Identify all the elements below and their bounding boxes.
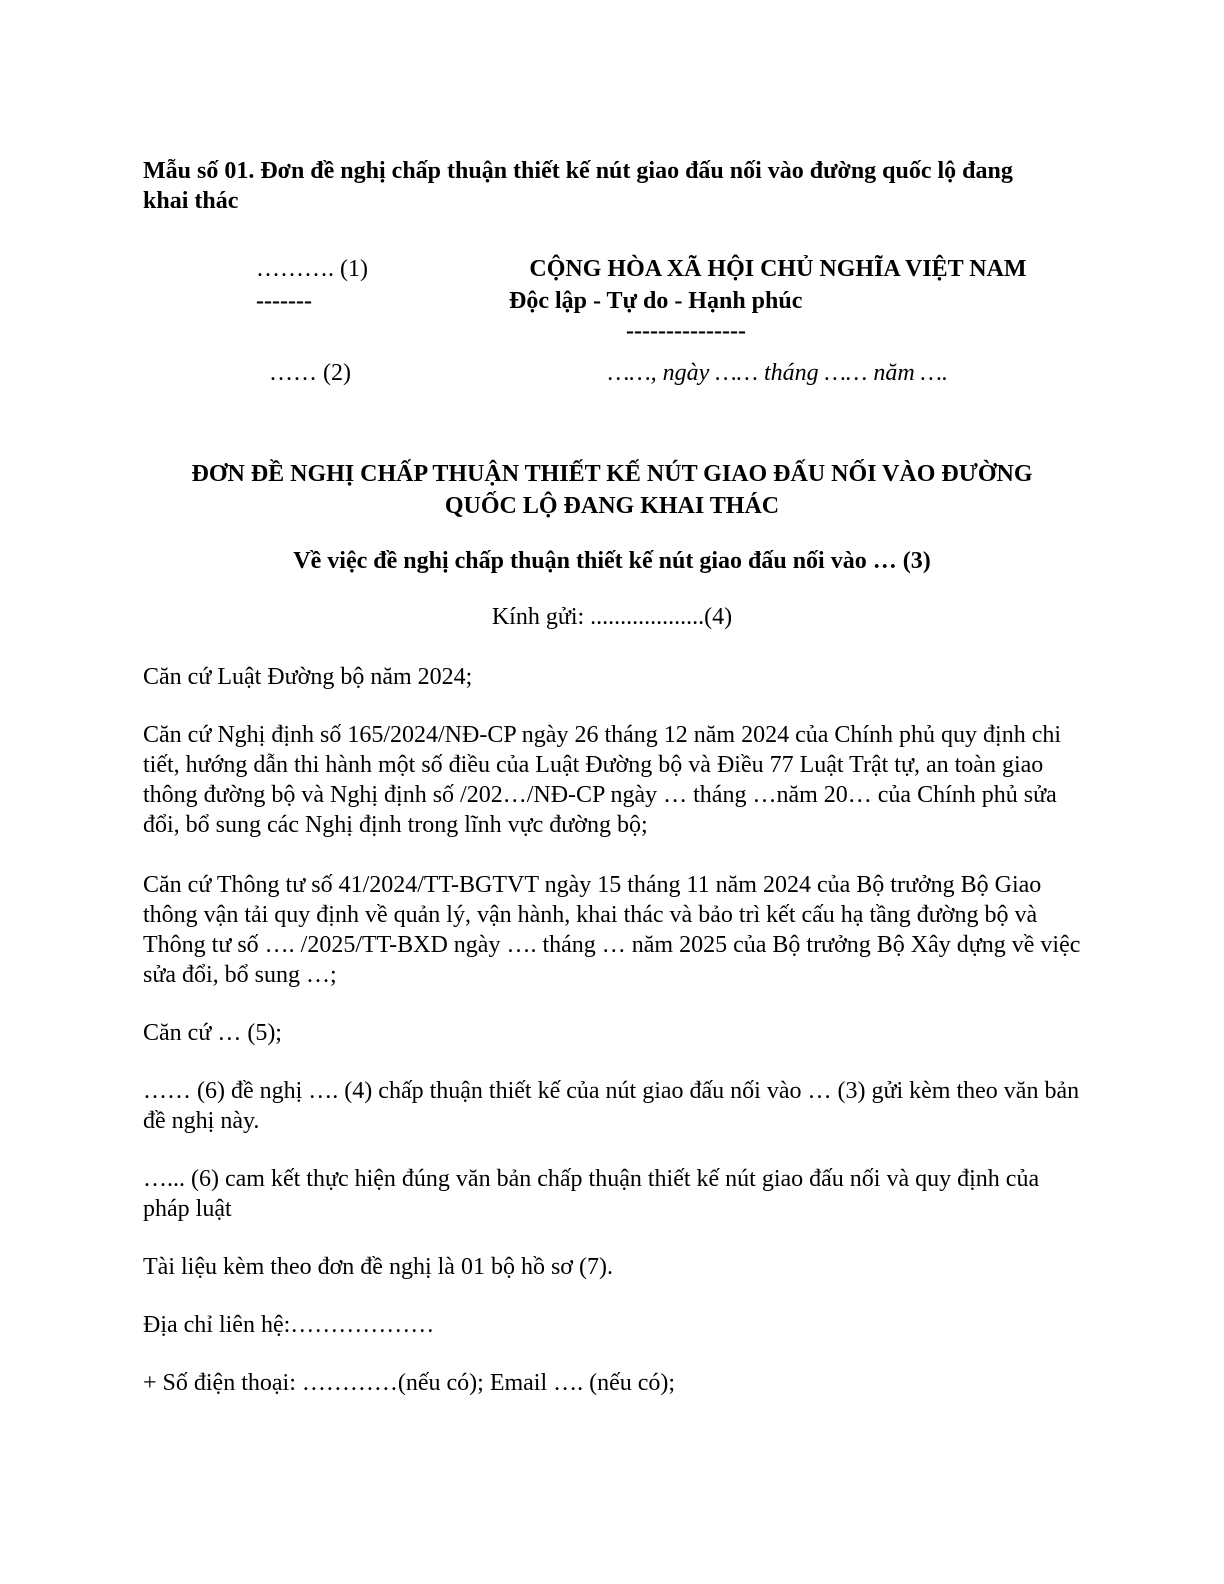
form-title: Mẫu số 01. Đơn đề nghị chấp thuận thiết kế nút giao đấu nối vào đường quốc lộ đang khai thác bbox=[143, 158, 1013, 214]
document-title-line-1: ĐƠN ĐỀ NGHỊ CHẤP THUẬN THIẾT KẾ NÚT GIAO ĐẤU NỐI VÀO ĐƯỜNG bbox=[191, 461, 1033, 487]
motto: Độc lập - Tự do - Hạnh phúc bbox=[509, 288, 803, 314]
motto-divider: --------------- bbox=[626, 318, 746, 344]
national-title: CỘNG HÒA XÃ HỘI CHỦ NGHĨA VIỆT NAM bbox=[529, 256, 1027, 282]
document-title bbox=[143, 458, 1081, 522]
recipient-line: Kính gửi: ...................(4) bbox=[491, 604, 733, 630]
org-placeholder: ………. (1) bbox=[256, 256, 368, 282]
document-title-line-2: QUỐC LỘ ĐANG KHAI THÁC bbox=[444, 493, 780, 519]
doc-number: …… (2) bbox=[269, 360, 351, 386]
paragraph-legal-basis-3: Căn cứ Thông tư số 41/2024/TT-BGTVT ngày 15 tháng 11 năm 2024 của Bộ trưởng Bộ Giao thông vận tải quy định về quản lý, vận hành, khai thác và bảo trì kết cấu hạ tầng đường bộ và Thông tư số …. /2025/TT-BXD ngày …. tháng … năm 2025 của Bộ trưởng Bộ Xây dựng về việc sửa đổi, bổ sung …; bbox=[143, 872, 1081, 988]
document-subject: Về việc đề nghị chấp thuận thiết kế nút giao đấu nối vào … (3) bbox=[293, 548, 931, 574]
paragraph-commitment: …... (6) cam kết thực hiện đúng văn bản chấp thuận thiết kế nút giao đấu nối và quy định của pháp luật bbox=[143, 1166, 1040, 1222]
paragraph-legal-basis-2: Căn cứ Nghị định số 165/2024/NĐ-CP ngày 26 tháng 12 năm 2024 của Chính phủ quy định chi tiết, hướng dẫn thi hành một số điều của Luật Đường bộ và Điều 77 Luật Trật tự, an toàn giao thông đường bộ và Nghị định số /202…/NĐ-CP ngày … tháng …năm 20… của Chính phủ sửa đổi, bổ sung các Nghị định trong lĩnh vực đường bộ; bbox=[143, 722, 1062, 838]
contact-phone-email: + Số điện thoại: …………(nếu có); Email …. (nếu có); bbox=[143, 1370, 676, 1396]
paragraph-attachments: Tài liệu kèm theo đơn đề nghị là 01 bộ hồ sơ (7). bbox=[143, 1254, 613, 1280]
paragraph-request: …… (6) đề nghị …. (4) chấp thuận thiết kế của nút giao đấu nối vào … (3) gửi kèm theo văn bản đề nghị này. bbox=[143, 1078, 1080, 1134]
date-line: ……, ngày …… tháng …… năm …. bbox=[607, 360, 949, 386]
paragraph-legal-basis-1: Căn cứ Luật Đường bộ năm 2024; bbox=[143, 664, 473, 690]
paragraph-legal-basis-4: Căn cứ … (5); bbox=[143, 1020, 282, 1046]
contact-address: Địa chỉ liên hệ:……………… bbox=[143, 1312, 435, 1338]
org-divider: ------- bbox=[256, 288, 312, 314]
